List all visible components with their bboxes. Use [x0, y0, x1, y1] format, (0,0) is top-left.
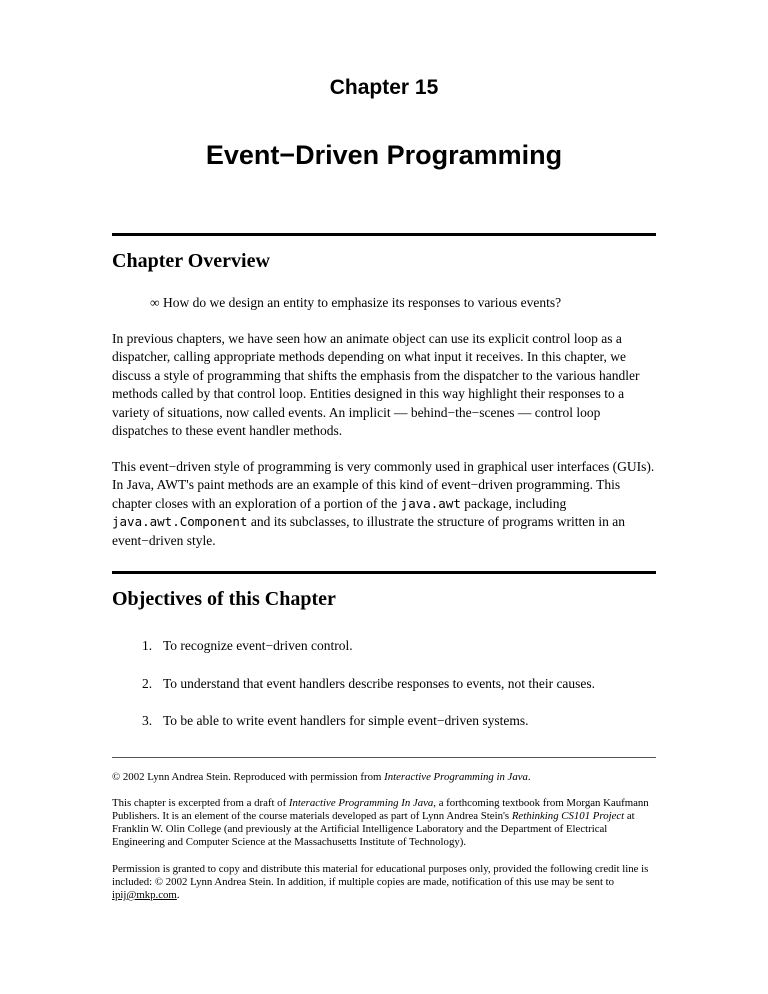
inline-code-java-awt-component: java.awt.Component — [112, 514, 248, 529]
text-run: package, including — [460, 495, 567, 511]
list-item-text: To be able to write event handlers for simple event−driven systems. — [163, 713, 529, 728]
list-item-number: 3. — [142, 713, 153, 728]
footnote-credit — [112, 771, 656, 784]
list-item — [112, 712, 656, 731]
footnote-excerpt — [112, 797, 656, 850]
objectives-list — [112, 637, 656, 731]
inline-code-java-awt: java.awt — [400, 495, 461, 511]
list-item — [112, 675, 656, 694]
email-link[interactable]: ipij@mkp.com — [112, 888, 177, 901]
epigraph: ∞ How do we design an entity to emphasize its responses to various events? — [150, 295, 562, 310]
section-divider-middle — [112, 571, 656, 574]
text-run: © 2002 Lynn Andrea Stein. Reproduced with permission from — [112, 770, 385, 783]
section-chapter-overview — [112, 250, 656, 550]
text-run: This event−driven style of programming is very commonly used in graphical user interfaces (GUIs). In Java, AWT's paint methods are an example of this kind of event−driven programming. This chapter closes with an exploration of a portion of the — [112, 458, 655, 511]
footnote-permission — [112, 863, 656, 903]
chapter-title: Event−Driven Programming — [205, 140, 563, 170]
overview-paragraph-2 — [112, 458, 656, 551]
overview-heading: Chapter Overview — [112, 250, 270, 272]
overview-paragraph-1: In previous chapters, we have seen how an animate object can use its explicit control loop as a dispatcher, calling appropriate methods depending on what input it receives. In this chapter, we discuss a style of programming that shifts the emphasis from the dispatcher to the various handler methods called by that control loop. Entities designed in this way highlight their responses to a variety of situations, now called events. An implicit — behind−the−scenes — control loop dispatches to these event handler methods. — [112, 330, 640, 438]
section-divider-top — [112, 233, 656, 236]
list-item-number: 2. — [142, 675, 153, 691]
text-run: This chapter is excerpted from a draft of — [112, 796, 289, 809]
list-item — [112, 637, 656, 656]
text-run: Permission is granted to copy and distribute this material for educational purposes only, provided the following credit line is included: © 2002 Lynn Andrea Stein. In addition, if multiple copies are made, notification of this use may be sent to — [112, 862, 649, 888]
book-title-italic: Interactive Programming in Java — [384, 770, 528, 783]
chapter-header — [112, 76, 656, 171]
chapter-number: Chapter 15 — [329, 76, 439, 99]
text-run: at Franklin W. Olin College (and previously at the Artificial Intelligence Laboratory and the Department of Electrical Engineering and Computer Science at the Massachusetts Institute of Technology). — [112, 809, 635, 849]
footnote-divider — [112, 757, 656, 758]
text-run: . — [527, 770, 531, 783]
book-title-italic: Interactive Programming In Java — [288, 796, 434, 809]
list-item-text: To understand that event handlers describe responses to events, not their causes. — [163, 675, 596, 691]
text-run: . — [176, 888, 180, 901]
objectives-heading: Objectives of this Chapter — [112, 588, 336, 610]
text-run: and its subclasses, to illustrate the structure of programs written in an event−driven style. — [112, 514, 626, 548]
project-title-italic: Rethinking CS101 Project — [511, 809, 625, 822]
text-run: , a forthcoming textbook from Morgan Kaufmann Publishers. It is an element of the course materials developed as part of Lynn Andrea Stein's — [112, 796, 649, 822]
list-item-number: 1. — [142, 638, 153, 653]
footnotes — [112, 771, 656, 903]
section-objectives — [112, 588, 656, 731]
list-item-text: To recognize event−driven control. — [163, 638, 353, 653]
